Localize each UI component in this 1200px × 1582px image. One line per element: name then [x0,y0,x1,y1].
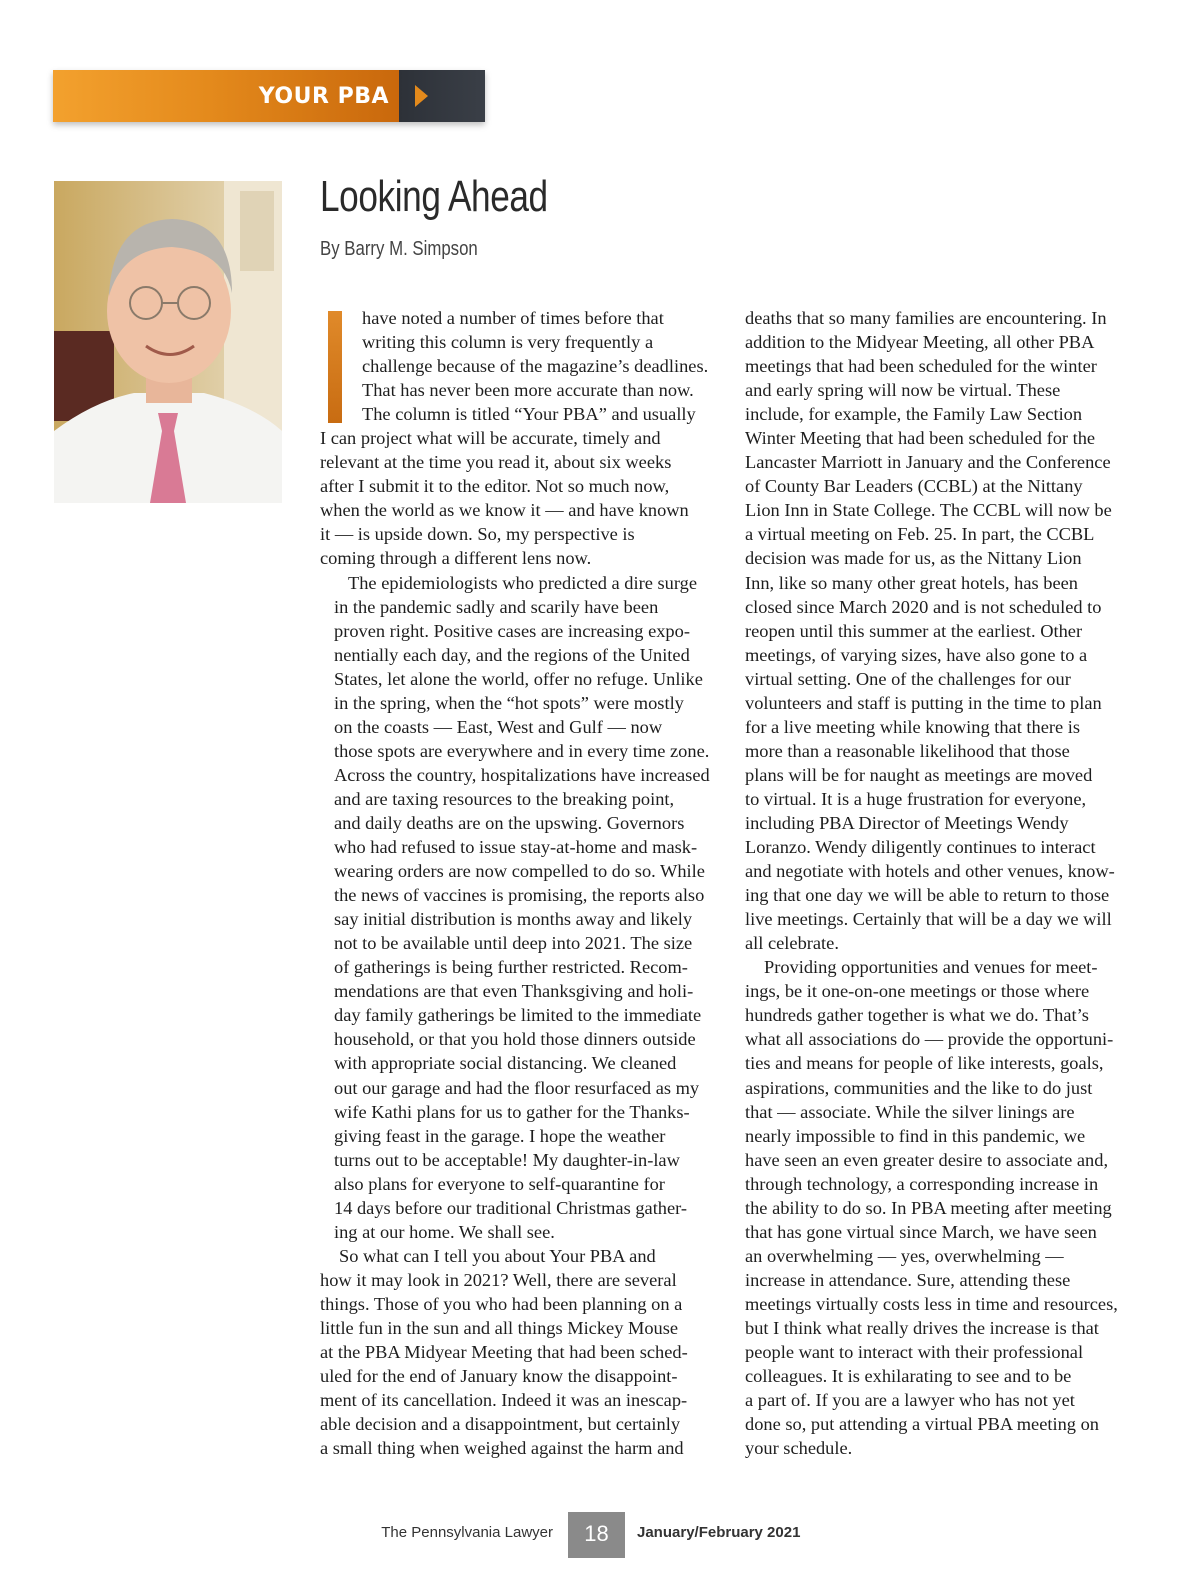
text-line: Lancaster Marriott in January and the Conference [745,452,1111,473]
text-line: of County Bar Leaders (CCBL) at the Nittany [745,476,1083,497]
text-line: Winter Meeting that had been scheduled for the [745,428,1096,449]
issue-date: January/February 2021 [637,1524,801,1541]
text-line: for a live meeting while knowing that there is [745,716,1081,737]
text-line: and daily deaths are on the upswing. Governors [334,812,685,833]
text-line: live meetings. Certainly that will be a day we will [745,909,1112,930]
text-line: mendations are that even Thanksgiving and holi- [334,981,694,1002]
article-byline: By Barry M. Simpson [320,238,478,260]
text-line: household, or that you hold those dinners outside [334,1029,696,1050]
text-line: day family gatherings be limited to the immediate [334,1005,702,1026]
text-line: So what can I tell you about Your PBA and [339,1245,656,1266]
text-line: of gatherings is being further restricted. Recom- [334,957,688,978]
text-line: Providing opportunities and venues for meet- [764,957,1098,978]
text-line: addition to the Midyear Meeting, all other PBA [745,332,1095,353]
text-line: the news of vaccines is promising, the reports also [334,885,705,906]
text-line: volunteers and staff is putting in the time to plan [745,692,1102,713]
text-line: say initial distribution is months away and likely [334,909,693,930]
text-line: able decision and a disappointment, but certainly [320,1414,681,1435]
text-line: increase in attendance. Sure, attending these [745,1269,1071,1290]
text-line: little fun in the sun and all things Mickey Mouse [320,1317,679,1338]
text-line: through technology, a corresponding increase in [745,1173,1099,1194]
text-line: wife Kathi plans for us to gather for the Thanks- [334,1101,690,1122]
text-line: the ability to do so. In PBA meeting after meeting [745,1197,1112,1218]
text-line: colleagues. It is exhilarating to see and to be [745,1366,1072,1387]
text-line: Loranzo. Wendy diligently continues to interact [745,837,1096,858]
text-line: a part of. If you are a lawyer who has not yet [745,1390,1075,1411]
text-line: have seen an even greater desire to associate and, [745,1149,1109,1170]
text-line: coming through a different lens now. [320,548,592,569]
text-line: when the world as we know it — and have known [320,500,689,521]
text-line: meetings virtually costs less in time and resources, [745,1293,1118,1314]
arrow-right-icon [415,85,428,107]
text-line: writing this column is very frequently a [362,332,654,353]
publication-name: The Pennsylvania Lawyer [381,1524,553,1541]
text-line: in the pandemic sadly and scarily have been [334,596,659,617]
text-line: States, let alone the world, offer no refuge. Unlike [334,668,703,689]
text-line: ing that one day we will be able to return to those [745,885,1110,906]
text-line: out our garage and had the floor resurfaced as my [334,1077,700,1098]
text-line: also plans for everyone to self-quarantine for [334,1173,665,1194]
text-line: relevant at the time you read it, about six weeks [320,452,672,473]
text-line: challenge because of the magazine’s deadlines. [362,356,709,377]
text-line: not to be available until deep into 2021. The size [334,933,693,954]
text-line: aspirations, communities and the like to do just [745,1077,1093,1098]
text-line: a small thing when weighed against the harm and [320,1438,684,1459]
text-line: wearing orders are now compelled to do so. While [334,861,705,882]
text-line: an overwhelming — yes, overwhelming — [745,1245,1064,1266]
text-line: Lion Inn in State College. The CCBL will now be [745,500,1112,521]
text-line: that has gone virtual since March, we have seen [745,1221,1097,1242]
text-line: Across the country, hospitalizations have increased [334,764,710,785]
text-line: meetings, of varying sizes, have also gone to a [745,644,1088,665]
text-line: after I submit it to the editor. Not so much now, [320,476,670,497]
text-line: things. Those of you who had been planning on a [320,1293,683,1314]
text-line: your schedule. [745,1438,853,1459]
text-line: ing at our home. We shall see. [334,1221,555,1242]
text-line: Inn, like so many other great hotels, has been [745,572,1078,593]
section-label: YOUR PBA [258,83,389,109]
paragraph-1 [320,306,712,571]
text-line: virtual setting. One of the challenges for our [745,668,1071,689]
text-line: nearly impossible to find in this pandemic, we [745,1125,1086,1146]
text-line: done so, put attending a virtual PBA meeting on [745,1414,1099,1435]
text-line: have noted a number of times before that [362,308,664,328]
text-line: all celebrate. [745,933,839,954]
text-line: plans will be for naught as meetings are moved [745,764,1093,785]
text-line: giving feast in the garage. I hope the weather [334,1125,666,1146]
page-number: 18 [568,1512,625,1558]
text-line: more than a reasonable likelihood that those [745,740,1070,761]
text-line: uled for the end of January know the disappoint- [320,1366,678,1387]
text-line: decision was made for us, as the Nittany Lion [745,548,1082,569]
author-photo-drawing [54,181,282,503]
text-line: closed since March 2020 and is not scheduled to [745,596,1102,617]
text-line: ties and means for people of like interests, goals, [745,1053,1104,1074]
paragraph-3 [320,1244,712,1460]
article-column-left [320,306,712,1460]
page-footer [0,1512,1200,1558]
text-line: include, for example, the Family Law Section [745,404,1083,425]
text-line: how it may look in 2021? Well, there are several [320,1269,677,1290]
section-banner-label-area [53,70,399,122]
text-line: who had refused to issue stay-at-home and mask- [334,837,698,858]
drop-cap-bar [328,311,342,423]
text-line: a virtual meeting on Feb. 25. In part, the CCBL [745,524,1095,545]
text-line: nentially each day, and the regions of the United [334,644,690,665]
text-line: I can project what will be accurate, timely and [320,428,661,449]
text-line: with appropriate social distancing. We cleaned [334,1053,677,1074]
text-line: those spots are everywhere and in every time zone. [334,740,710,761]
text-line: hundreds gather together is what we do. That’s [745,1005,1089,1026]
text-line: at the PBA Midyear Meeting that had been sched- [320,1342,688,1363]
article-title: Looking Ahead [320,172,548,221]
text-line: it — is upside down. So, my perspective is [320,524,635,545]
text-line: that — associate. While the silver linings are [745,1101,1075,1122]
text-line: but I think what really drives the increase is that [745,1317,1099,1338]
text-line: and negotiate with hotels and other venues, know- [745,861,1115,882]
text-line: proven right. Positive cases are increasing expo- [334,620,690,641]
text-line: and early spring will now be virtual. These [745,380,1061,401]
text-line: The column is titled “Your PBA” and usually [362,404,696,425]
paragraph-4 [745,306,1137,955]
text-line: people want to interact with their professional [745,1342,1084,1363]
text-line: what all associations do — provide the opportuni- [745,1029,1114,1050]
text-line: ings, be it one-on-one meetings or those where [745,981,1090,1002]
text-line: The epidemiologists who predicted a dire surge [348,572,697,593]
section-banner [53,70,485,122]
section-banner-arrow-area [399,70,485,122]
text-line: turns out to be acceptable! My daughter-in-law [334,1149,680,1170]
paragraph-2 [320,571,712,1244]
text-line: on the coasts — East, West and Gulf — now [334,716,663,737]
author-photo [54,181,282,503]
text-line: 14 days before our traditional Christmas gather- [334,1197,688,1218]
paragraph-5 [745,955,1137,1460]
text-line: to virtual. It is a huge frustration for everyone, [745,788,1087,809]
text-line: deaths that so many families are encountering. In [745,308,1107,328]
text-line: reopen until this summer at the earliest. Other [745,620,1083,641]
text-line: That has never been more accurate than now. [362,380,694,401]
text-line: ment of its cancellation. Indeed it was an inescap- [320,1390,688,1411]
text-line: and are taxing resources to the breaking point, [334,788,675,809]
text-line: including PBA Director of Meetings Wendy [745,812,1069,833]
text-line: in the spring, when the “hot spots” were mostly [334,692,684,713]
text-line: meetings that had been scheduled for the winter [745,356,1097,377]
article-column-right [745,306,1137,1460]
